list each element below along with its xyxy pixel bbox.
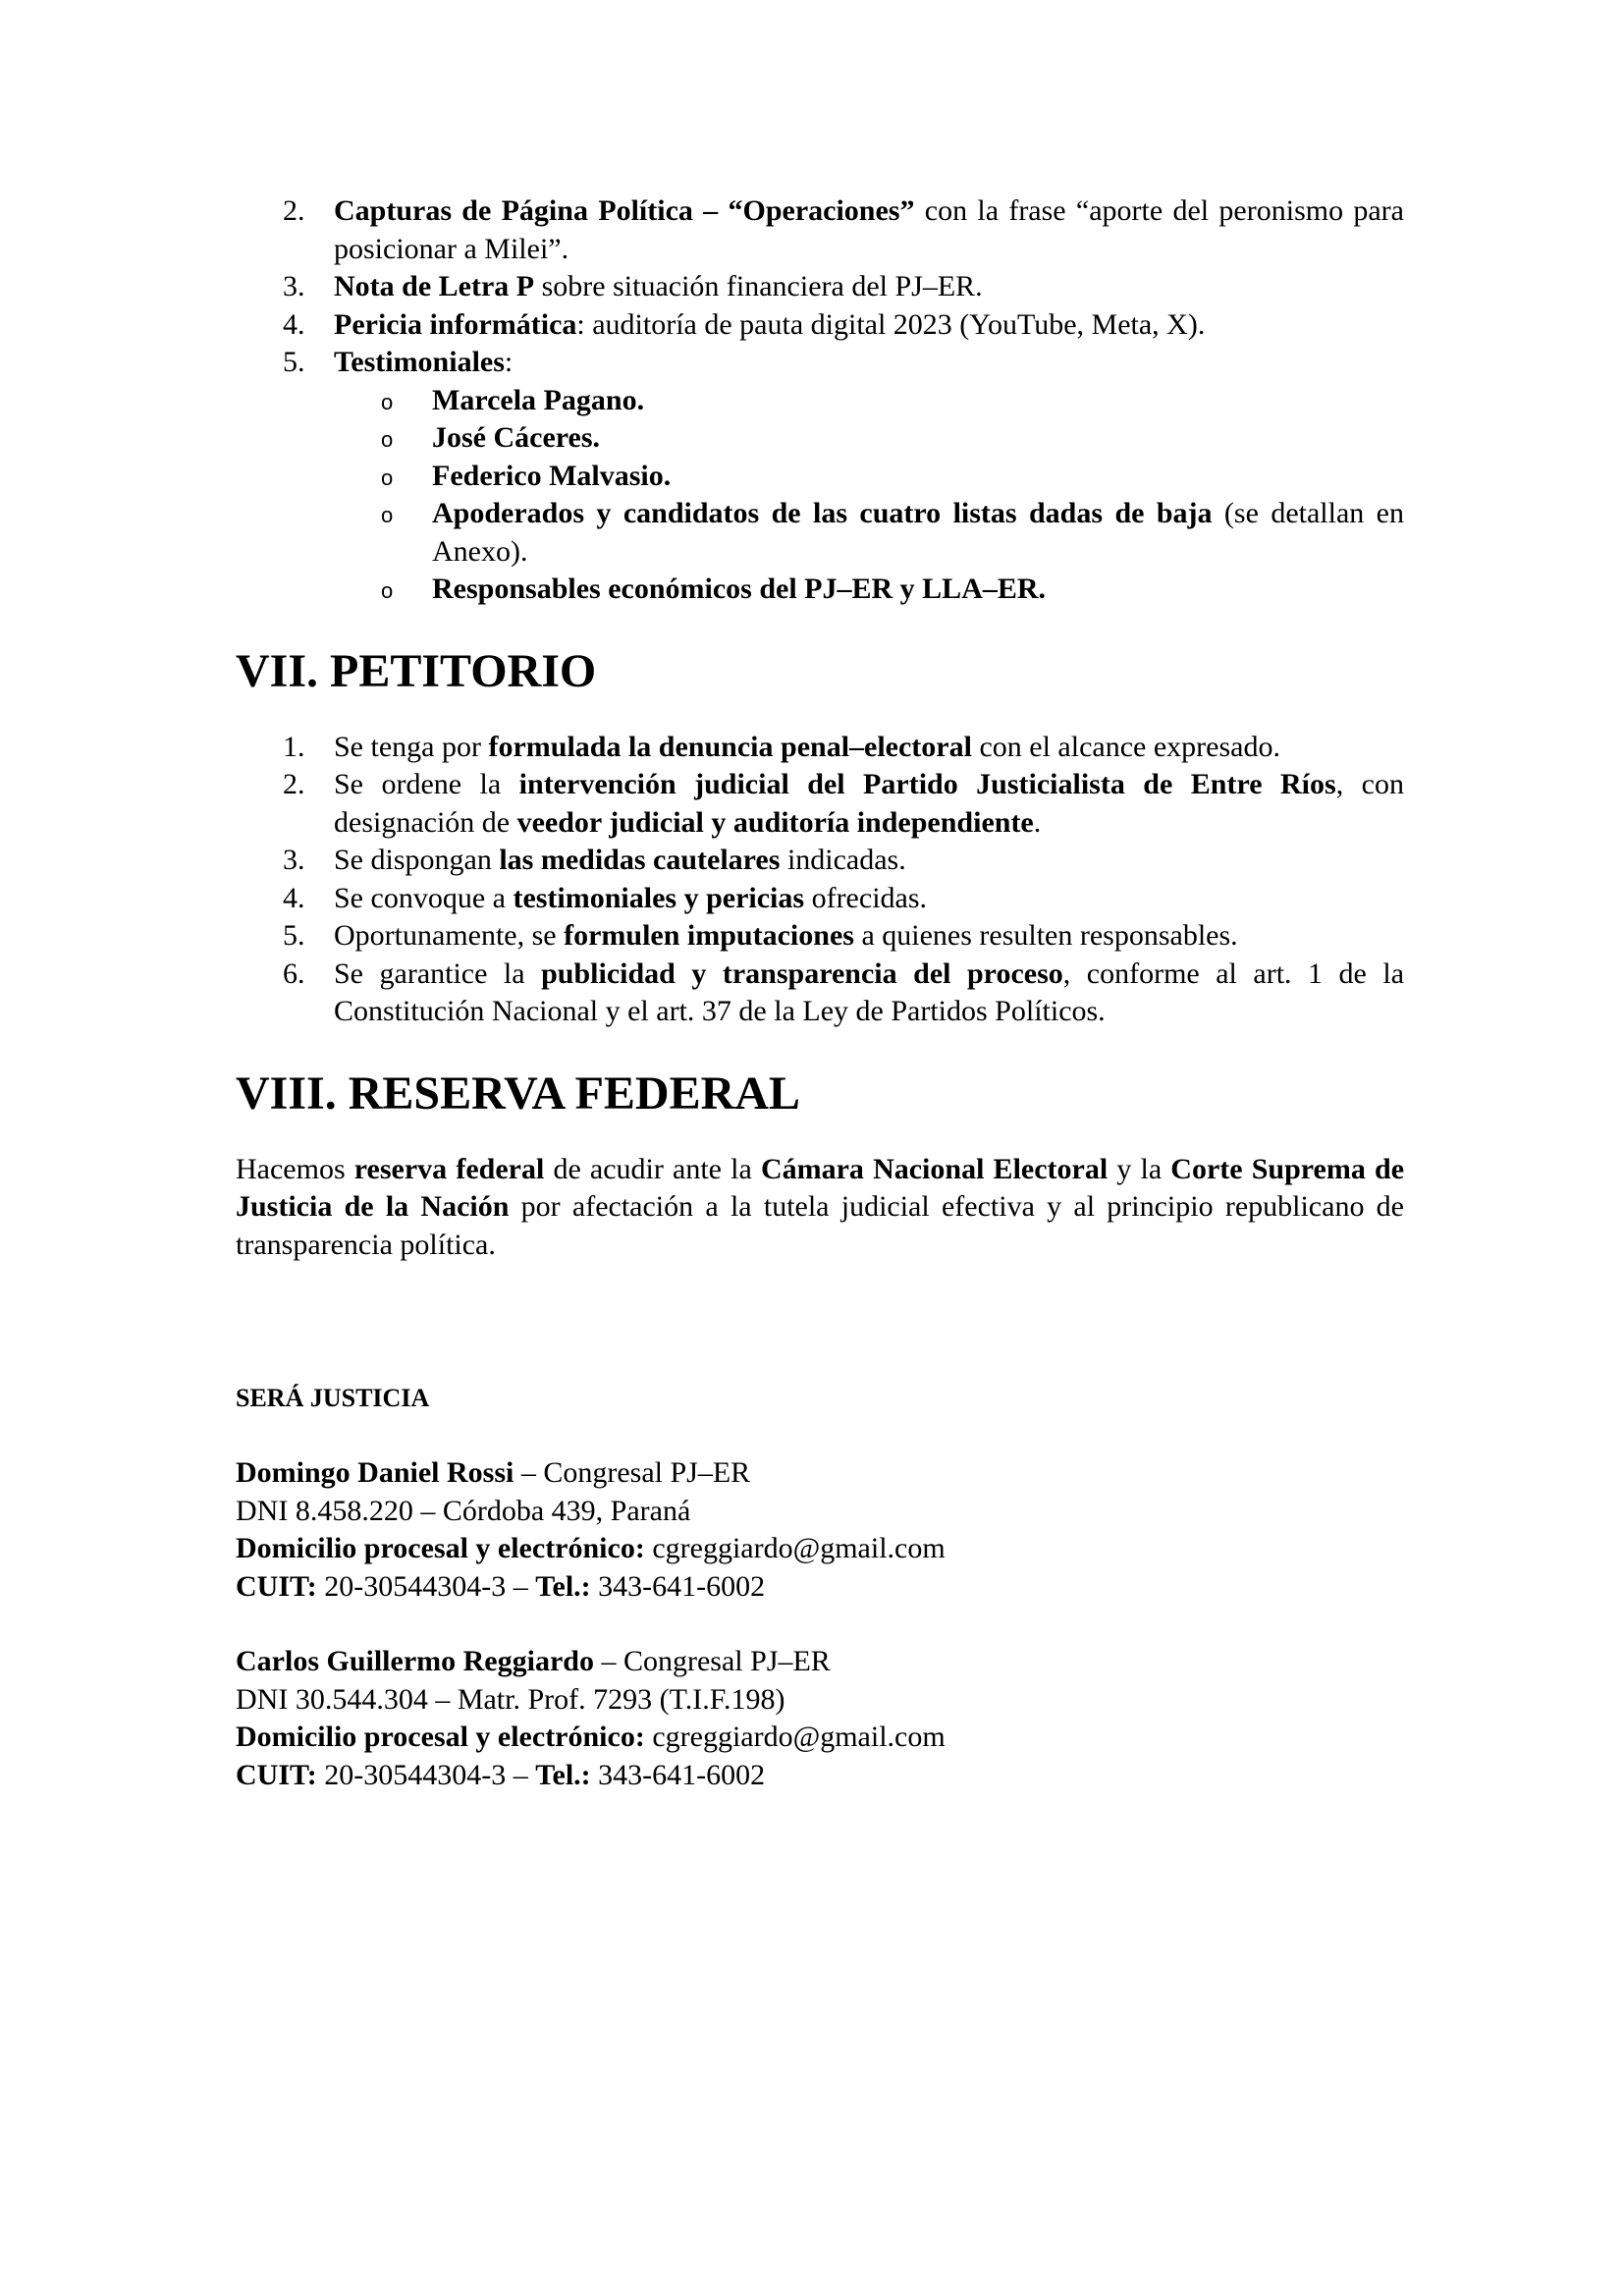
signatory-email: cgreggiardo@gmail.com	[644, 1532, 946, 1564]
signatory-cuit: 20-30544304-3 –	[316, 1569, 536, 1603]
body-text: y la	[1108, 1152, 1171, 1185]
testimonial-item	[236, 571, 1404, 609]
petitorio-item	[236, 766, 1404, 842]
testimonial-list	[334, 382, 1404, 609]
testimonial-note: (se detallan en Anexo).	[432, 497, 1404, 568]
body-text: .	[1033, 805, 1042, 839]
petitorio-item	[236, 880, 1404, 918]
circle-bullet-icon: o	[381, 578, 394, 603]
testimonial-name: José Cáceres.	[432, 421, 601, 454]
petitorio-item	[236, 729, 1404, 767]
emphasis-text: veedor judicial y auditoría independiente	[516, 805, 1034, 839]
emphasis-text: las medidas cautelares	[499, 844, 781, 876]
emphasis-text: Corte Suprema de Justicia de la Nación	[236, 1152, 1405, 1223]
signatory-id-line: DNI 30.544.304 – Matr. Prof. 7293 (T.I.F.198)	[236, 1682, 785, 1716]
signatory-role: – Congresal PJ–ER	[514, 1456, 751, 1489]
evidence-item	[236, 344, 1404, 609]
evidence-text: sobre situación financiera del PJ–ER.	[534, 270, 983, 302]
body-text: , conforme al art. 1 de la Constitución Nacional y el art. 37 de la Ley de Partidos Políticos.	[334, 957, 1405, 1027]
tel-label: Tel.:	[535, 1569, 591, 1603]
evidence-list	[236, 192, 1404, 609]
signatory-domicilio-line	[236, 1719, 1404, 1757]
evidence-title: Nota de Letra P	[334, 270, 535, 302]
list-number: 3.	[283, 270, 305, 302]
evidence-item	[236, 306, 1404, 345]
list-number: 2.	[283, 194, 305, 227]
body-text: , con designación de	[334, 768, 1404, 839]
emphasis-text: formulada la denuncia penal–electoral	[488, 730, 972, 763]
section-heading-petitorio: VII. PETITORIO	[236, 644, 597, 697]
list-number: 2.	[283, 768, 305, 800]
evidence-title: Testimoniales	[334, 346, 505, 378]
signatory-cuit-line	[236, 1568, 1404, 1607]
body-text: indicadas.	[780, 844, 906, 876]
cuit-label: CUIT:	[236, 1758, 317, 1791]
signatory-email: cgreggiardo@gmail.com	[644, 1721, 946, 1753]
body-text: Hacemos	[236, 1152, 354, 1185]
circle-bullet-icon: o	[381, 389, 394, 414]
testimonial-name: Federico Malvasio.	[432, 459, 672, 492]
signatory-block	[236, 1643, 1404, 1794]
body-text: Oportunamente, se	[334, 919, 565, 952]
signatory-cuit: 20-30544304-3 –	[316, 1758, 536, 1791]
list-number: 3.	[283, 844, 305, 876]
petitorio-item	[236, 917, 1404, 956]
evidence-item	[236, 192, 1404, 268]
list-number: 5.	[283, 919, 305, 952]
closing-formula: SERÁ JUSTICIA	[236, 1384, 430, 1412]
signatory-name-line	[236, 1643, 1404, 1681]
list-number: 1.	[283, 730, 305, 763]
tel-label: Tel.:	[535, 1758, 591, 1791]
emphasis-text: formulen imputaciones	[564, 919, 854, 952]
signatory-tel: 343-641-6002	[590, 1758, 766, 1791]
body-text: Se ordene la	[334, 768, 519, 800]
body-text: Se convoque a	[334, 881, 514, 914]
circle-bullet-icon: o	[381, 465, 394, 490]
domicilio-label: Domicilio procesal y electrónico:	[236, 1532, 645, 1564]
signatory-name: Carlos Guillermo Reggiardo	[236, 1645, 594, 1677]
emphasis-text: reserva federal	[353, 1152, 545, 1185]
reserva-paragraph	[236, 1151, 1404, 1265]
petitorio-item	[236, 842, 1404, 880]
signatory-cuit-line	[236, 1757, 1404, 1795]
signatory-name: Domingo Daniel Rossi	[236, 1456, 514, 1489]
list-number: 4.	[283, 881, 305, 914]
testimonial-item	[236, 419, 1404, 458]
emphasis-text: publicidad y transparencia del proceso	[541, 957, 1063, 990]
signatory-domicilio-line	[236, 1530, 1404, 1568]
signatory-name-line	[236, 1454, 1404, 1493]
emphasis-text: testimoniales y pericias	[513, 881, 805, 914]
evidence-text: : auditoría de pauta digital 2023 (YouTube, Meta, X).	[576, 307, 1206, 341]
evidence-text: :	[504, 346, 514, 378]
body-text: Se dispongan	[334, 844, 500, 876]
petitorio-item	[236, 956, 1404, 1031]
emphasis-text: intervención judicial del Partido Justicialista de Entre Ríos	[518, 768, 1336, 800]
body-text: ofrecidas.	[804, 881, 928, 914]
evidence-item	[236, 268, 1404, 306]
testimonial-item	[236, 495, 1404, 571]
domicilio-label: Domicilio procesal y electrónico:	[236, 1721, 645, 1753]
signatory-role: – Congresal PJ–ER	[593, 1645, 831, 1677]
circle-bullet-icon: o	[381, 503, 394, 527]
body-text: Se tenga por	[334, 730, 489, 763]
body-text: con el alcance expresado.	[971, 730, 1280, 763]
testimonial-item	[236, 458, 1404, 496]
body-text: por afectación a la tutela judicial efectiva y al principio republicano de transparencia política.	[236, 1190, 1405, 1261]
body-text: a quienes resulten responsables.	[853, 919, 1238, 952]
testimonial-name: Responsables económicos del PJ–ER y LLA–ER.	[432, 573, 1047, 605]
body-text: de acudir ante la	[544, 1152, 761, 1185]
evidence-title: Capturas de Página Política – “Operaciones”	[334, 194, 915, 227]
document-page	[236, 192, 1404, 1794]
circle-bullet-icon: o	[381, 427, 394, 452]
signatory-id-line: DNI 8.458.220 – Córdoba 439, Paraná	[236, 1494, 691, 1527]
list-number: 5.	[283, 346, 305, 378]
evidence-title: Pericia informática	[334, 307, 577, 341]
petitorio-list	[236, 729, 1404, 1031]
body-text: Se garantice la	[334, 957, 542, 990]
signatory-tel: 343-641-6002	[590, 1569, 766, 1603]
testimonial-item	[236, 382, 1404, 420]
list-number: 4.	[283, 307, 305, 341]
section-heading-reserva-federal: VIII. RESERVA FEDERAL	[236, 1066, 800, 1120]
emphasis-text: Cámara Nacional Electoral	[760, 1152, 1109, 1185]
testimonial-name: Apoderados y candidatos de las cuatro listas dadas de baja	[432, 497, 1213, 529]
signatory-block	[236, 1454, 1404, 1606]
testimonial-name: Marcela Pagano.	[432, 383, 645, 416]
list-number: 6.	[283, 957, 305, 990]
cuit-label: CUIT:	[236, 1569, 317, 1603]
evidence-text: con la frase “aporte del peronismo para posicionar a Milei”.	[334, 194, 1404, 265]
